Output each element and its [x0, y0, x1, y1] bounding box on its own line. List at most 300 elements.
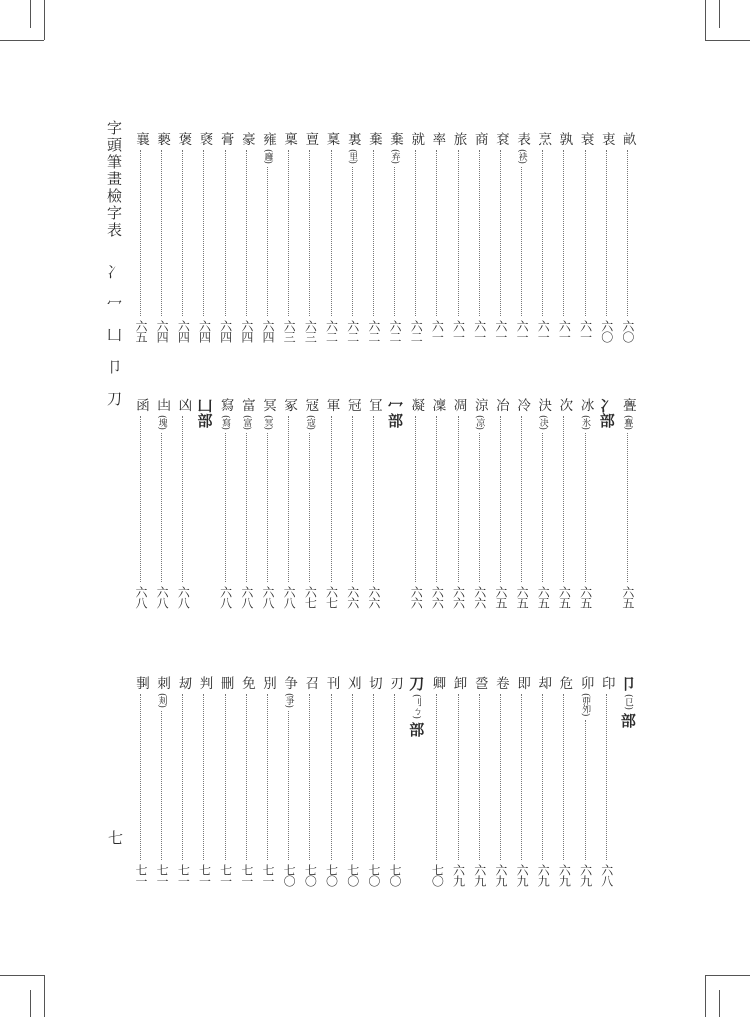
index-entry	[342, 398, 363, 608]
dotted-leader	[309, 150, 310, 317]
entry-character: 畝	[619, 132, 636, 146]
entry-character: 函	[132, 398, 149, 412]
entry-variant: (冥)	[262, 414, 273, 430]
entry-character: 商	[471, 132, 488, 146]
index-entry	[236, 676, 257, 886]
index-entry	[490, 398, 511, 608]
entry-character: 膏	[217, 132, 234, 146]
entry-variant: (刾)	[156, 692, 167, 708]
entry-character: 裏	[344, 132, 361, 146]
index-entry	[172, 676, 193, 886]
entry-page-number: 七一	[261, 864, 275, 886]
dotted-leader	[267, 167, 268, 316]
entry-page-number: 七〇	[345, 864, 360, 886]
index-entry	[236, 398, 257, 608]
crop-mark	[705, 40, 750, 41]
entry-character: 召	[302, 676, 319, 690]
entry-character: 切	[365, 676, 382, 690]
entry-page-number: 六四	[197, 320, 212, 342]
entry-page-number: 六四	[261, 320, 275, 342]
entry-page-number: 六五	[536, 586, 551, 608]
entry-page-number: 六五	[557, 586, 572, 608]
entry-page-number: 七〇	[282, 864, 297, 886]
entry-character: 刼	[175, 676, 192, 690]
dotted-leader	[585, 433, 586, 582]
crop-mark	[30, 990, 31, 1017]
entry-character: 凶	[175, 398, 192, 412]
dotted-leader	[246, 433, 247, 582]
entry-character: 烹	[535, 132, 552, 146]
entry-character: 褒	[175, 132, 192, 146]
dotted-leader	[458, 416, 459, 583]
index-entry	[130, 676, 151, 886]
dotted-leader	[436, 150, 437, 317]
index-entry	[574, 676, 595, 886]
index-entry	[363, 132, 384, 342]
index-entry	[617, 132, 638, 342]
dotted-leader	[436, 694, 437, 861]
dotted-leader	[606, 694, 607, 861]
index-entry	[447, 398, 468, 608]
entry-character: 冢	[281, 398, 298, 412]
index-entry	[130, 398, 151, 608]
index-entry	[215, 398, 236, 608]
dotted-leader	[627, 150, 628, 317]
dotted-leader	[352, 167, 353, 316]
entry-character: 袞	[492, 132, 509, 146]
entry-page-number: 六一	[578, 320, 593, 342]
entry-page-number: 六〇	[599, 320, 614, 342]
index-entry	[215, 132, 236, 342]
entry-character: 旅	[450, 132, 467, 146]
entry-page-number: 六八	[282, 586, 297, 608]
dotted-leader	[542, 433, 543, 582]
radical-heading	[617, 676, 638, 886]
entry-page-number: 六六	[472, 586, 487, 608]
running-head-title: 字頭筆畫檢字表	[105, 120, 123, 239]
entry-page-number: 六四	[218, 320, 233, 342]
entry-variant: (寫)	[220, 414, 231, 430]
entry-page-number: 六二	[345, 320, 360, 342]
index-entry	[342, 132, 363, 342]
radical-label: 刀	[105, 390, 123, 408]
running-head-radicals	[105, 256, 123, 408]
index-entry	[490, 132, 511, 342]
entry-character: 雍	[260, 132, 276, 146]
entry-character: 判	[196, 676, 213, 690]
crop-mark	[705, 975, 706, 1017]
dotted-leader	[479, 150, 480, 317]
dotted-leader	[288, 711, 289, 860]
entry-page-number: 六二	[409, 320, 424, 342]
entry-character: 褎	[196, 132, 213, 146]
crop-mark	[30, 0, 31, 28]
entry-character: 凷	[154, 398, 171, 412]
index-entry	[278, 676, 299, 886]
index-entry	[426, 132, 447, 342]
entry-variant: (袂)	[516, 148, 527, 164]
entry-page-number: 六三	[303, 320, 318, 342]
entry-variant: (塊)	[156, 414, 167, 430]
dotted-leader	[331, 416, 332, 583]
crop-mark	[705, 975, 750, 976]
index-entry	[447, 132, 468, 342]
dotted-leader	[225, 433, 226, 582]
entry-page-number: 六八	[133, 586, 148, 608]
index-entry	[426, 398, 447, 608]
radical-heading-text: 冖部	[386, 398, 405, 428]
entry-page-number: 六六	[345, 586, 360, 608]
entry-page-number: 七〇	[430, 864, 445, 886]
dotted-leader	[203, 694, 204, 861]
entry-character: 巹	[471, 676, 488, 690]
index-entry	[511, 676, 532, 886]
index-entry	[532, 132, 553, 342]
dotted-leader	[182, 416, 183, 583]
entry-character: 富	[238, 398, 255, 412]
dotted-leader	[563, 694, 564, 861]
index-row-2	[130, 398, 638, 608]
index-entry	[532, 398, 553, 608]
dotted-leader	[267, 433, 268, 582]
dotted-leader	[479, 694, 480, 861]
radical-heading-variant: (刂ㄅ)	[411, 694, 422, 720]
entry-character: 衷	[598, 132, 615, 146]
index-entry	[553, 398, 574, 608]
index-entry	[342, 676, 363, 886]
dotted-leader	[140, 150, 141, 317]
dotted-leader	[182, 694, 183, 861]
entry-page-number: 六八	[599, 864, 614, 886]
radical-heading-text: 冫部	[597, 398, 616, 428]
entry-character: 率	[429, 132, 446, 146]
entry-character: 冦	[302, 398, 319, 412]
dotted-leader	[627, 433, 628, 582]
dotted-leader	[458, 694, 459, 861]
entry-page-number: 七一	[239, 864, 254, 886]
dotted-leader	[542, 694, 543, 861]
entry-character: 稟	[323, 132, 340, 146]
dotted-leader	[203, 150, 204, 317]
dotted-leader	[331, 694, 332, 861]
index-entry	[363, 398, 384, 608]
dotted-leader	[500, 150, 501, 317]
index-entry	[532, 676, 553, 886]
dotted-leader	[140, 416, 141, 583]
entry-character: 冷	[514, 398, 531, 412]
entry-character: 冶	[492, 398, 509, 412]
entry-page-number: 六七	[324, 586, 339, 608]
entry-variant: (决)	[537, 414, 548, 430]
entry-page-number: 六八	[239, 586, 254, 608]
dotted-leader	[331, 150, 332, 317]
entry-page-number: 七〇	[366, 864, 381, 886]
entry-page-number: 七一	[133, 864, 148, 886]
radical-heading-text: 卩	[618, 676, 637, 691]
radical-heading-suffix: 部	[407, 722, 426, 738]
dotted-leader	[288, 150, 289, 317]
entry-page-number: 六八	[218, 586, 233, 608]
dotted-leader	[415, 150, 416, 317]
index-entry	[172, 398, 193, 608]
radical-heading	[384, 398, 405, 608]
index-entry	[257, 132, 278, 342]
dotted-leader	[288, 416, 289, 583]
entry-page-number: 六一	[536, 320, 551, 342]
crop-mark	[705, 0, 706, 40]
entry-page-number: 六六	[430, 586, 445, 608]
entry-variant: (寇)	[304, 414, 315, 430]
entry-page-number: 六一	[557, 320, 572, 342]
dotted-leader	[225, 694, 226, 861]
entry-page-number: 六七	[303, 586, 318, 608]
entry-page-number: 七〇	[388, 864, 403, 886]
dotted-leader	[267, 694, 268, 861]
entry-page-number: 六八	[155, 586, 170, 608]
index-entry	[151, 398, 172, 608]
entry-page-number: 七一	[155, 864, 170, 886]
index-entry	[299, 676, 320, 886]
entry-page-number: 六一	[451, 320, 466, 342]
index-entry	[490, 676, 511, 886]
dotted-leader	[161, 433, 162, 582]
crop-mark	[44, 0, 45, 40]
index-entry	[320, 132, 341, 342]
dotted-leader	[394, 694, 395, 861]
entry-character: 危	[556, 676, 573, 690]
entry-page-number: 六五	[493, 586, 508, 608]
dotted-leader	[585, 720, 586, 860]
index-entry	[130, 132, 151, 342]
radical-heading	[193, 398, 214, 608]
entry-character: 卸	[450, 676, 467, 690]
entry-page-number: 六四	[176, 320, 191, 342]
entry-character: 棄	[365, 132, 382, 146]
entry-page-number: 六九	[557, 864, 572, 886]
entry-page-number: 七一	[218, 864, 233, 886]
entry-character: 襄	[132, 132, 149, 146]
entry-variant: (里)	[347, 148, 358, 164]
index-entry	[278, 398, 299, 608]
index-entry	[257, 676, 278, 886]
index-entry	[469, 676, 490, 886]
radical-label: 冖	[105, 295, 123, 313]
index-entry	[193, 676, 214, 886]
entry-page-number: 六一	[472, 320, 487, 342]
entry-page-number: 六五	[515, 586, 530, 608]
entry-character: 孰	[556, 132, 573, 146]
index-entry	[299, 132, 320, 342]
entry-character: 別	[260, 676, 276, 690]
index-entry	[278, 132, 299, 342]
entry-character: 卿	[429, 676, 446, 690]
dotted-leader	[309, 433, 310, 582]
entry-page-number: 六〇	[620, 320, 635, 342]
entry-character: 冰	[577, 398, 594, 412]
index-entry	[320, 676, 341, 886]
dotted-leader	[352, 694, 353, 861]
entry-character: 寫	[217, 398, 234, 412]
index-entry	[151, 676, 172, 886]
entry-character: 豪	[238, 132, 255, 146]
index-entry	[426, 676, 447, 886]
dotted-leader	[182, 150, 183, 317]
entry-character: 次	[556, 398, 573, 412]
entry-page-number: 六三	[282, 320, 297, 342]
crop-mark	[0, 975, 44, 976]
index-entry	[320, 398, 341, 608]
entry-page-number: 七一	[176, 864, 191, 886]
entry-character: 卷	[492, 676, 509, 690]
index-row-3	[130, 676, 638, 886]
radical-heading-suffix: 部	[618, 713, 637, 729]
entry-page-number: 六九	[493, 864, 508, 886]
entry-character: 表	[514, 132, 531, 146]
radical-heading-variant: (㔾)	[622, 694, 633, 711]
crop-mark	[719, 990, 720, 1017]
entry-variant: (亹)	[622, 414, 633, 430]
entry-variant: (富)	[241, 414, 252, 430]
entry-character: 稟	[281, 132, 298, 146]
entry-variant: (氷)	[580, 414, 591, 430]
entry-page-number: 六八	[261, 586, 275, 608]
dotted-leader	[225, 150, 226, 317]
entry-page-number: 六二	[366, 320, 381, 342]
dotted-leader	[585, 150, 586, 317]
entry-character: 軍	[323, 398, 340, 412]
index-entry	[363, 676, 384, 886]
entry-character: 印	[598, 676, 615, 690]
entry-character: 剚	[132, 676, 149, 690]
entry-character: 凜	[429, 398, 446, 412]
dotted-leader	[246, 694, 247, 861]
entry-page-number: 六一	[515, 320, 530, 342]
entry-character: 冥	[260, 398, 276, 412]
entry-variant: (丣夘)	[580, 692, 591, 716]
entry-character: 決	[535, 398, 552, 412]
dotted-leader	[161, 150, 162, 317]
crop-mark	[44, 975, 45, 1017]
entry-character: 凋	[450, 398, 467, 412]
entry-character: 却	[535, 676, 552, 690]
dotted-leader	[521, 167, 522, 316]
radical-label: 卩	[105, 359, 123, 377]
entry-page-number: 六五	[620, 586, 635, 608]
dotted-leader	[394, 167, 395, 316]
index-entry	[469, 132, 490, 342]
dotted-leader	[458, 150, 459, 317]
entry-character: 卯	[577, 676, 594, 690]
entry-character: 凝	[408, 398, 425, 412]
entry-character: 刈	[344, 676, 361, 690]
entry-page-number: 六九	[451, 864, 466, 886]
index-entry	[469, 398, 490, 608]
crop-mark	[719, 0, 720, 28]
entry-page-number: 六一	[493, 320, 508, 342]
entry-page-number: 七一	[197, 864, 212, 886]
radical-heading-text: 刀	[407, 676, 426, 691]
dotted-leader	[542, 150, 543, 317]
entry-page-number: 六二	[324, 320, 339, 342]
entry-character: 棄	[387, 132, 404, 146]
dotted-leader	[352, 416, 353, 583]
entry-character: 褻	[154, 132, 171, 146]
radical-heading-text: 凵部	[195, 398, 214, 428]
dotted-leader	[309, 694, 310, 861]
index-entry	[215, 676, 236, 886]
entry-page-number: 六四	[239, 320, 254, 342]
entry-character: 衰	[577, 132, 594, 146]
entry-page-number: 六九	[515, 864, 530, 886]
index-entry	[405, 398, 426, 608]
entry-character: 争	[281, 676, 298, 690]
entry-page-number: 六六	[451, 586, 466, 608]
index-entry	[596, 676, 617, 886]
entry-page-number: 六八	[176, 586, 191, 608]
dotted-leader	[373, 416, 374, 583]
index-entry	[553, 132, 574, 342]
dotted-leader	[521, 416, 522, 583]
entry-page-number: 六一	[430, 320, 445, 342]
entry-page-number: 六六	[409, 586, 424, 608]
entry-variant: (凉)	[474, 414, 485, 430]
entry-page-number: 六六	[366, 586, 381, 608]
index-entry	[511, 398, 532, 608]
entry-page-number: 六九	[536, 864, 551, 886]
crop-mark	[0, 40, 44, 41]
entry-character: 涼	[471, 398, 488, 412]
index-entry	[384, 676, 405, 886]
entry-character: 即	[514, 676, 531, 690]
entry-page-number: 六四	[155, 320, 170, 342]
index-entry	[384, 132, 405, 342]
entry-character: 刪	[217, 676, 234, 690]
entry-character: 刊	[323, 676, 340, 690]
index-entry	[236, 132, 257, 342]
radical-heading	[405, 676, 426, 886]
entry-variant: (弃)	[389, 148, 400, 164]
dotted-leader	[521, 694, 522, 861]
dotted-leader	[436, 416, 437, 583]
index-entry	[596, 132, 617, 342]
entry-page-number: 七〇	[303, 864, 318, 886]
dotted-leader	[246, 150, 247, 317]
dotted-leader	[415, 416, 416, 583]
entry-page-number: 六五	[578, 586, 593, 608]
entry-character: 刃	[387, 676, 404, 690]
index-entry	[447, 676, 468, 886]
dotted-leader	[563, 416, 564, 583]
index-entry	[617, 398, 638, 608]
index-entry	[172, 132, 193, 342]
entry-character: 冝	[365, 398, 382, 412]
dotted-leader	[161, 711, 162, 860]
index-entry	[257, 398, 278, 608]
radical-label: 凵	[105, 327, 123, 345]
radical-heading	[596, 398, 617, 608]
entry-character: 亹	[619, 398, 636, 412]
index-row-1	[130, 132, 638, 342]
entry-character: 亶	[302, 132, 319, 146]
entry-character: 免	[238, 676, 255, 690]
index-entry	[574, 132, 595, 342]
dotted-leader	[373, 150, 374, 317]
dotted-leader	[563, 150, 564, 317]
dotted-leader	[500, 694, 501, 861]
dotted-leader	[140, 694, 141, 861]
index-entry	[405, 132, 426, 342]
dotted-leader	[500, 416, 501, 583]
